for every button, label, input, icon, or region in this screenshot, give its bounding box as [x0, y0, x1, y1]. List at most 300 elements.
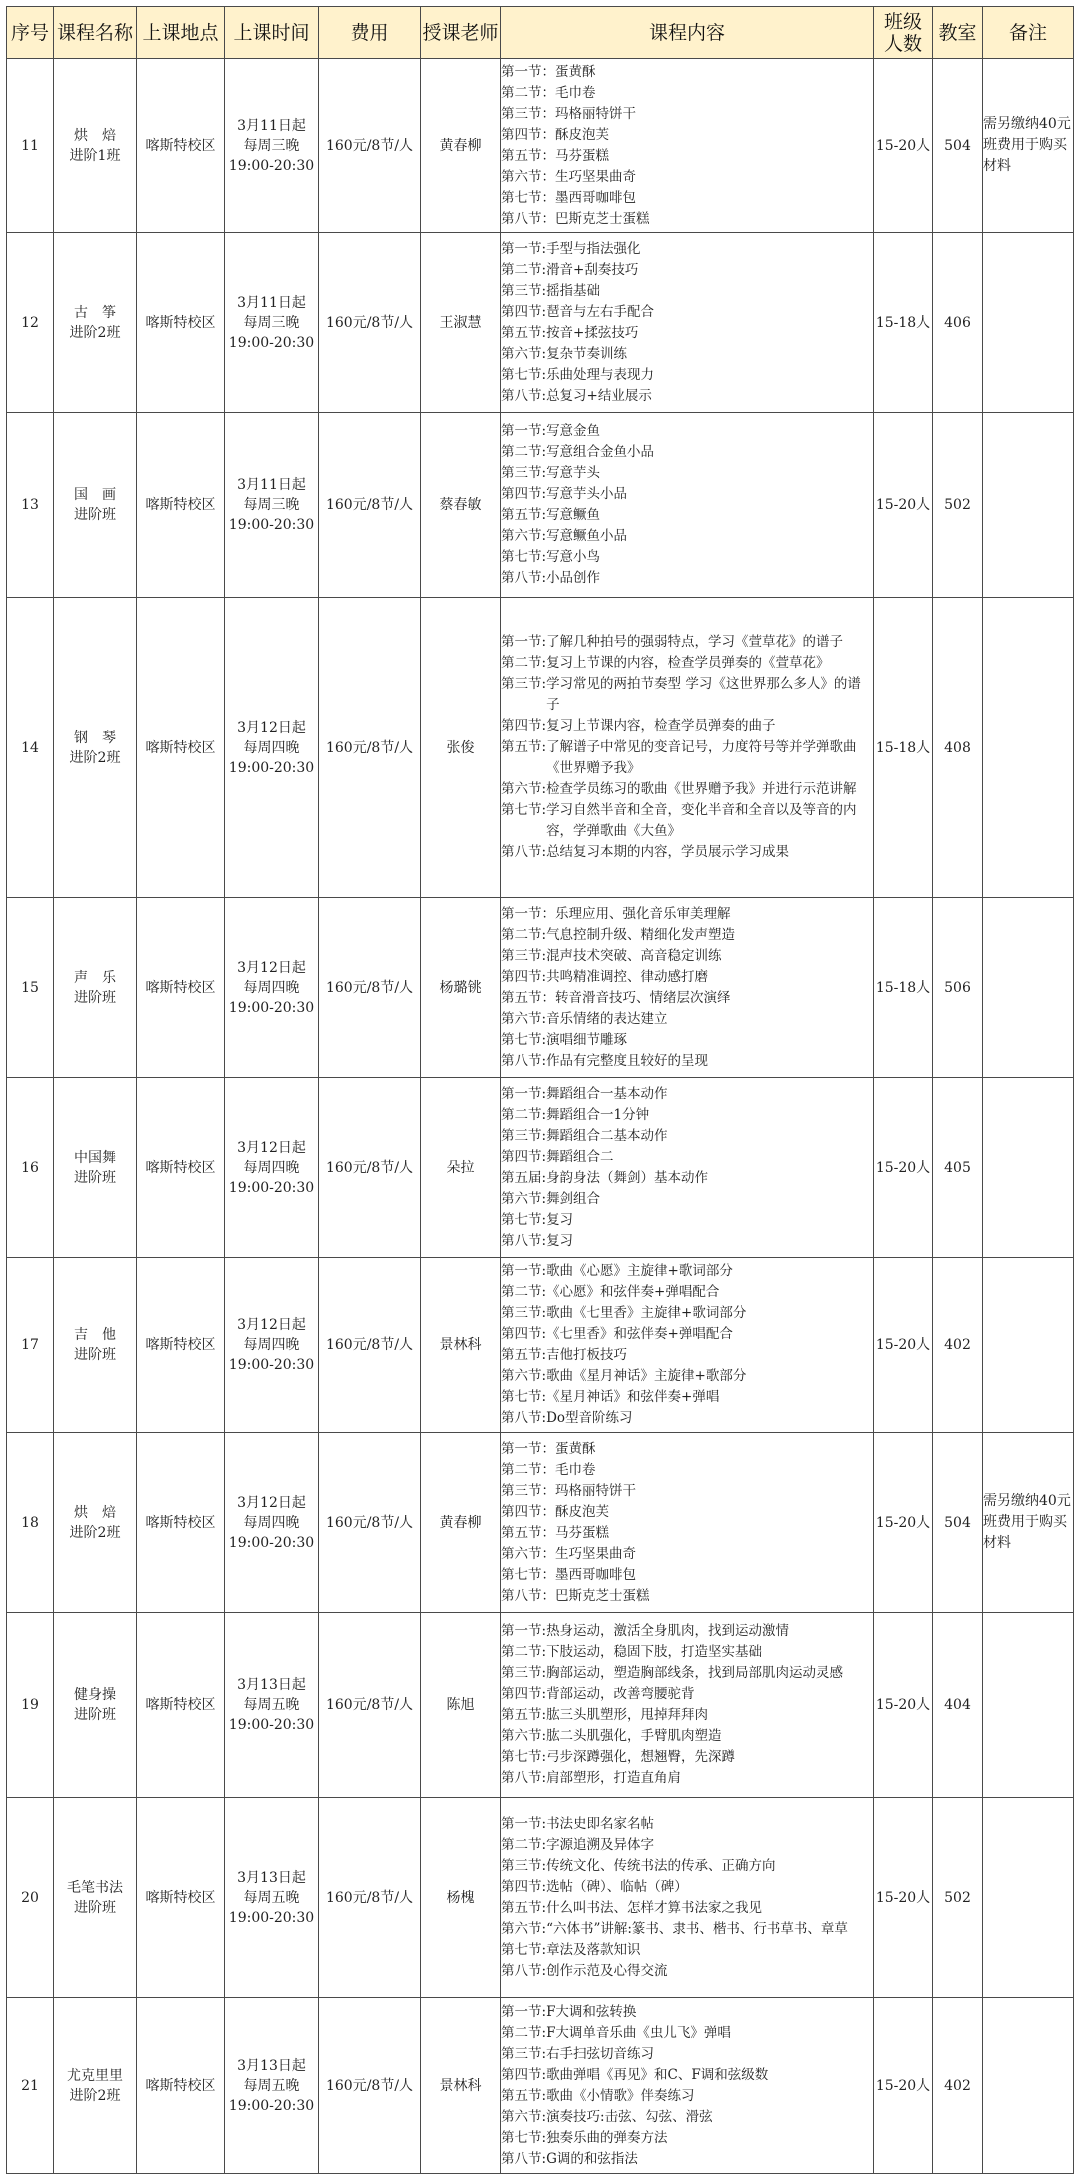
cell-room: 402 [933, 1258, 983, 1433]
lesson-text: 乐曲处理与表现力 [546, 366, 655, 383]
cell-fee: 160元/8节/人 [319, 1433, 421, 1613]
lesson-item [501, 463, 873, 484]
cell-fee: 160元/8节/人 [319, 1998, 421, 2174]
cell-teacher: 黄春柳 [421, 59, 501, 233]
lesson-label: 第二节: [501, 1284, 547, 1300]
cell-no: 14 [7, 598, 54, 898]
header-course: 课程名称 [54, 7, 137, 59]
lesson-text: 酥皮泡芙 [555, 1503, 609, 1520]
cell-teacher: 景林科 [421, 1258, 501, 1433]
lesson-text: 字源追溯及异体字 [546, 1836, 655, 1853]
header-row [7, 7, 1074, 59]
lesson-item [501, 674, 873, 716]
cell-note [983, 1258, 1074, 1433]
cell-fee: 160元/8节/人 [319, 233, 421, 413]
lesson-label: 第五节: [501, 1347, 547, 1363]
lesson-item [501, 632, 873, 653]
lesson-label: 第六节： [501, 1545, 555, 1562]
cell-no: 20 [7, 1798, 54, 1998]
lesson-label: 第一节： [501, 63, 555, 80]
lesson-item [501, 1324, 873, 1345]
lesson-label: 第一节: [501, 423, 547, 439]
lesson-label: 第五节: [501, 2087, 547, 2104]
course-name-line2: 进阶班 [74, 1707, 116, 1723]
table-row [7, 59, 1074, 233]
lesson-label: 第二节: [501, 1644, 547, 1660]
time-weekday: 每周五晚 [243, 2077, 300, 2094]
lesson-label: 第六节: [501, 1190, 547, 1207]
cell-no: 16 [7, 1078, 54, 1258]
lesson-text: 吉他打板技巧 [546, 1347, 628, 1363]
lesson-text: 传统文化、传统书法的传承、正确方向 [546, 1857, 776, 1874]
cell-time [225, 233, 319, 413]
lesson-item [501, 281, 873, 302]
table-body [7, 59, 1074, 2174]
lesson-label: 第三节: [501, 2045, 547, 2062]
lesson-text: 写意鳜鱼小品 [546, 528, 628, 544]
lesson-text: 总结复习本期的内容，学员展示学习成果 [546, 844, 790, 860]
lesson-label: 第二节: [501, 261, 547, 278]
lesson-text: 作品有完整度且较好的呈现 [546, 1052, 709, 1069]
cell-room: 504 [933, 1433, 983, 1613]
cell-location: 喀斯特校区 [137, 413, 225, 598]
lesson-item [501, 1439, 873, 1460]
cell-content [501, 1613, 874, 1798]
lesson-text: 写意芋头小品 [546, 486, 628, 502]
course-name-line2: 进阶2班 [69, 1524, 121, 1541]
time-start: 3月11日起 [237, 294, 306, 311]
lesson-label: 第八节： [501, 210, 555, 227]
lesson-item [501, 260, 873, 281]
lesson-label: 第一节: [501, 240, 547, 257]
cell-size: 15-20人 [874, 1998, 933, 2174]
course-name-line2: 进阶2班 [69, 749, 121, 766]
lesson-text: 什么叫书法、怎样才算书法家之我见 [546, 1899, 763, 1916]
course-name-line2: 进阶班 [74, 1169, 116, 1186]
lesson-text: 写意芋头 [546, 465, 601, 481]
table-row [7, 1798, 1074, 1998]
lesson-item [501, 1051, 873, 1072]
lesson-label: 第一节: [501, 1623, 547, 1639]
lesson-label: 第三节： [501, 105, 555, 122]
cell-time [225, 1998, 319, 2174]
lesson-item [501, 2086, 873, 2107]
lesson-text: 乐理应用、强化音乐审美理解 [555, 905, 731, 922]
course-name-line1: 钢 琴 [74, 729, 116, 746]
lesson-text: 小品创作 [546, 570, 601, 586]
header-size [874, 7, 933, 59]
lesson-item [501, 1231, 873, 1252]
table-row [7, 1258, 1074, 1433]
lesson-text: 《七里香》和弦伴奏+弹唱配合 [546, 1326, 733, 1342]
lesson-label: 第五节: [501, 1899, 547, 1916]
lesson-text: 肩部塑形，打造直角肩 [546, 1770, 682, 1786]
lesson-item [501, 1502, 873, 1523]
table-row [7, 233, 1074, 413]
cell-note [983, 1078, 1074, 1258]
lesson-item [501, 1684, 873, 1705]
cell-room: 506 [933, 898, 983, 1078]
lesson-text: 按音+揉弦技巧 [546, 324, 639, 341]
cell-content [501, 1258, 874, 1433]
cell-no: 19 [7, 1613, 54, 1798]
lesson-item [501, 1768, 873, 1789]
lesson-item [501, 125, 873, 146]
course-name-line1: 健身操 [74, 1687, 116, 1703]
lesson-text: 手型与指法强化 [546, 240, 641, 257]
lesson-label: 第二节: [501, 444, 547, 460]
lesson-item [501, 1919, 873, 1940]
lesson-text: 复习上节课的内容，检查学员弹奏的《萱草花》 [546, 655, 830, 671]
lesson-label: 第二节： [501, 1461, 555, 1478]
lesson-item [501, 1168, 873, 1189]
lesson-label: 第四节: [501, 718, 547, 734]
header-teacher: 授课老师 [421, 7, 501, 59]
lesson-label: 第三节: [501, 1305, 547, 1321]
table-row [7, 1078, 1074, 1258]
cell-size: 15-20人 [874, 413, 933, 598]
time-weekday: 每周三晚 [243, 497, 300, 513]
header-fee: 费用 [319, 7, 421, 59]
cell-room: 404 [933, 1613, 983, 1798]
lesson-label: 第四节: [501, 1878, 547, 1895]
cell-course-name [54, 1798, 137, 1998]
cell-no: 11 [7, 59, 54, 233]
lesson-item [501, 2065, 873, 2086]
lesson-text: 音乐情绪的表达建立 [546, 1010, 668, 1027]
cell-location: 喀斯特校区 [137, 898, 225, 1078]
lesson-text: 身韵身法（舞剑）基本动作 [546, 1169, 709, 1186]
cell-size: 15-18人 [874, 233, 933, 413]
lesson-label: 第八节: [501, 2150, 547, 2167]
course-name-line1: 吉 他 [74, 1327, 116, 1343]
lesson-text: 蛋黄酥 [555, 63, 596, 80]
lesson-text: 肱二头肌强化，手臂肌肉塑造 [546, 1728, 722, 1744]
lesson-label: 第一节： [501, 1440, 555, 1457]
cell-content [501, 1798, 874, 1998]
lesson-item [501, 2023, 873, 2044]
cell-location: 喀斯特校区 [137, 598, 225, 898]
cell-fee: 160元/8节/人 [319, 1078, 421, 1258]
lesson-label: 第八节: [501, 387, 547, 404]
lesson-text: 滑音+刮奏技巧 [546, 261, 639, 278]
cell-course-name [54, 1258, 137, 1433]
course-name-line2: 进阶1班 [69, 147, 121, 164]
time-hours: 19:00-20:30 [228, 759, 315, 776]
course-name-line1: 国 画 [74, 487, 116, 503]
lesson-item [501, 1726, 873, 1747]
lesson-item [501, 1084, 873, 1105]
time-start: 3月13日起 [237, 2057, 306, 2074]
lesson-text: 生巧坚果曲奇 [555, 168, 636, 185]
lesson-label: 第六节: [501, 2108, 547, 2125]
cell-room: 502 [933, 1798, 983, 1998]
lesson-item [501, 526, 873, 547]
lesson-item [501, 1030, 873, 1051]
header-size-line2: 人数 [883, 32, 922, 55]
cell-time [225, 1433, 319, 1613]
course-name-line2: 进阶班 [74, 989, 116, 1006]
time-weekday: 每周三晚 [243, 137, 300, 154]
lesson-item [501, 2107, 873, 2128]
lesson-text: 背部运动，改善弯腰驼背 [546, 1686, 695, 1702]
cell-note [983, 898, 1074, 1078]
cell-no: 12 [7, 233, 54, 413]
lesson-item [501, 1523, 873, 1544]
lesson-text: 混声技术突破、高音稳定训练 [546, 947, 722, 964]
lesson-text: 蛋黄酥 [555, 1440, 596, 1457]
course-name-line1: 烘 焙 [74, 127, 116, 144]
course-name-line1: 中国舞 [74, 1149, 116, 1166]
lesson-item [501, 653, 873, 674]
lesson-label: 第一节： [501, 905, 555, 922]
course-name-line1: 烘 焙 [74, 1504, 116, 1521]
lesson-item [501, 1303, 873, 1324]
course-name-line2: 进阶班 [74, 1899, 116, 1916]
course-name-line2: 进阶2班 [69, 324, 121, 341]
lesson-label: 第七节: [501, 1749, 547, 1765]
cell-fee: 160元/8节/人 [319, 1258, 421, 1433]
lesson-label: 第五节: [501, 507, 547, 523]
lesson-label: 第五节： [501, 147, 555, 164]
time-hours: 19:00-20:30 [228, 2097, 315, 2114]
cell-room: 402 [933, 1998, 983, 2174]
cell-teacher: 陈旭 [421, 1613, 501, 1798]
lesson-label: 第三节: [501, 1665, 547, 1681]
cell-teacher: 王淑慧 [421, 233, 501, 413]
cell-location: 喀斯特校区 [137, 1258, 225, 1433]
lesson-text: 检查学员练习的歌曲《世界赠予我》并进行示范讲解 [546, 781, 857, 797]
lesson-item [501, 967, 873, 988]
lesson-item [501, 842, 873, 863]
lesson-item [501, 1835, 873, 1856]
lesson-text: 《心愿》和弦伴奏+弹唱配合 [546, 1284, 720, 1300]
time-start: 3月13日起 [237, 1677, 306, 1693]
cell-content [501, 1433, 874, 1613]
cell-content [501, 413, 874, 598]
lesson-text: 创作示范及心得交流 [546, 1962, 668, 1979]
cell-note [983, 1998, 1074, 2174]
cell-location: 喀斯特校区 [137, 1433, 225, 1613]
lesson-label: 第三节: [501, 282, 547, 299]
time-weekday: 每周五晚 [243, 1697, 300, 1713]
lesson-label: 第六节: [501, 781, 547, 797]
lesson-label: 第六节: [501, 1368, 547, 1384]
cell-fee: 160元/8节/人 [319, 898, 421, 1078]
lesson-item [501, 716, 873, 737]
lesson-text: 写意金鱼 [546, 423, 601, 439]
time-hours: 19:00-20:30 [228, 1357, 315, 1373]
lesson-item [501, 1460, 873, 1481]
lesson-text: 胸部运动，塑造胸部线条，找到局部肌肉运动灵感 [546, 1665, 844, 1681]
time-weekday: 每周三晚 [243, 314, 300, 331]
lesson-text: 墨西哥咖啡包 [555, 1566, 636, 1583]
time-hours: 19:00-20:30 [228, 1717, 315, 1733]
lesson-item [501, 302, 873, 323]
time-hours: 19:00-20:30 [228, 334, 315, 351]
table-row [7, 413, 1074, 598]
lesson-label: 第二节: [501, 1106, 547, 1123]
lesson-label: 第一节: [501, 634, 547, 650]
cell-course-name [54, 598, 137, 898]
lesson-text: Do型音阶练习 [546, 1410, 633, 1426]
cell-content [501, 898, 874, 1078]
header-note: 备注 [983, 7, 1074, 59]
cell-time [225, 1613, 319, 1798]
cell-course-name [54, 898, 137, 1078]
cell-teacher: 蔡春敏 [421, 413, 501, 598]
time-weekday: 每周四晚 [243, 1337, 300, 1353]
lesson-text: 墨西哥咖啡包 [555, 189, 636, 206]
cell-course-name [54, 233, 137, 413]
lesson-item [501, 1663, 873, 1684]
lesson-item [501, 1261, 873, 1282]
lesson-label: 第四节: [501, 2066, 547, 2083]
header-time: 上课时间 [225, 7, 319, 59]
lesson-text: 马芬蛋糕 [555, 147, 609, 164]
cell-note: 需另缴纳40元班费用于购买材料 [983, 1433, 1074, 1613]
lesson-label: 第二节: [501, 926, 547, 943]
course-name-line1: 声 乐 [74, 969, 116, 986]
cell-note [983, 1613, 1074, 1798]
cell-note: 需另缴纳40元班费用于购买材料 [983, 59, 1074, 233]
lesson-label: 第四节： [501, 126, 555, 143]
cell-size: 15-20人 [874, 1798, 933, 1998]
course-name-line1: 古 筝 [74, 304, 116, 321]
lesson-item [501, 1210, 873, 1231]
lesson-label: 第四节: [501, 1686, 547, 1702]
lesson-text: 玛格丽特饼干 [555, 105, 636, 122]
course-name-line1: 尤克里里 [67, 2067, 123, 2084]
lesson-label: 第三节: [501, 676, 547, 692]
lesson-label: 第五节： [501, 989, 555, 1006]
time-start: 3月13日起 [237, 1869, 306, 1886]
lesson-item [501, 1961, 873, 1982]
lesson-text: 歌曲《星月神话》主旋律+歌部分 [546, 1368, 747, 1384]
lesson-item [501, 1642, 873, 1663]
lesson-label: 第二节: [501, 655, 547, 671]
cell-teacher: 张俊 [421, 598, 501, 898]
lesson-text: 复习 [546, 1211, 574, 1228]
lesson-text: 书法史即名家名帖 [546, 1815, 655, 1832]
cell-room: 406 [933, 233, 983, 413]
cell-course-name [54, 1078, 137, 1258]
lesson-text: 玛格丽特饼干 [555, 1482, 636, 1499]
lesson-text: 巴斯克芝士蛋糕 [555, 1587, 650, 1604]
lesson-item [501, 421, 873, 442]
cell-time [225, 1078, 319, 1258]
lesson-item [501, 188, 873, 209]
header-content: 课程内容 [501, 7, 874, 59]
time-start: 3月12日起 [237, 1317, 306, 1333]
cell-room: 504 [933, 59, 983, 233]
cell-course-name [54, 59, 137, 233]
lesson-item [501, 1387, 873, 1408]
lesson-item [501, 1147, 873, 1168]
cell-location: 喀斯特校区 [137, 1613, 225, 1798]
lesson-text: “六体书”讲解:篆书、隶书、楷书、行书草书、章草 [546, 1920, 848, 1937]
header-room: 教室 [933, 7, 983, 59]
lesson-item [501, 323, 873, 344]
lesson-text: 学习常见的两拍节奏型 学习《这世界那么多人》的谱子 [546, 676, 861, 713]
time-weekday: 每周四晚 [243, 979, 300, 996]
lesson-label: 第四节: [501, 303, 547, 320]
lesson-label: 第三节: [501, 1127, 547, 1144]
lesson-item [501, 1898, 873, 1919]
header-location: 上课地点 [137, 7, 225, 59]
lesson-label: 第三节： [501, 1482, 555, 1499]
time-weekday: 每周四晚 [243, 739, 300, 756]
cell-room: 408 [933, 598, 983, 898]
lesson-text: 歌曲《七里香》主旋律+歌词部分 [546, 1305, 747, 1321]
lesson-label: 第八节: [501, 1410, 547, 1426]
lesson-text: 演奏技巧:击弦、勾弦、滑弦 [546, 2108, 713, 2125]
lesson-label: 第七节： [501, 189, 555, 206]
lesson-label: 第七节: [501, 2129, 547, 2146]
header-size-line1: 班级 [883, 10, 922, 33]
lesson-item [501, 1621, 873, 1642]
cell-fee: 160元/8节/人 [319, 1613, 421, 1798]
cell-time [225, 59, 319, 233]
lesson-label: 第七节： [501, 1566, 555, 1583]
cell-course-name [54, 1433, 137, 1613]
lesson-text: 摇指基础 [546, 282, 601, 299]
cell-content [501, 598, 874, 898]
cell-fee: 160元/8节/人 [319, 59, 421, 233]
cell-content [501, 1078, 874, 1258]
cell-location: 喀斯特校区 [137, 1798, 225, 1998]
cell-location: 喀斯特校区 [137, 1078, 225, 1258]
lesson-text: 歌曲《心愿》主旋律+歌词部分 [546, 1263, 733, 1279]
cell-fee: 160元/8节/人 [319, 413, 421, 598]
lesson-item [501, 1586, 873, 1607]
lesson-text: G调的和弦指法 [546, 2150, 638, 2167]
lesson-item [501, 925, 873, 946]
lesson-item [501, 800, 873, 842]
cell-time [225, 1798, 319, 1998]
table-row [7, 1433, 1074, 1613]
table-row [7, 1998, 1074, 2174]
lesson-label: 第四节: [501, 486, 547, 502]
lesson-label: 第一节: [501, 1085, 547, 1102]
cell-location: 喀斯特校区 [137, 59, 225, 233]
lesson-item [501, 1189, 873, 1210]
lesson-text: 马芬蛋糕 [555, 1524, 609, 1541]
lesson-label: 第二节: [501, 1836, 547, 1853]
lesson-item [501, 1747, 873, 1768]
lesson-label: 第七节: [501, 366, 547, 383]
lesson-item [501, 1366, 873, 1387]
time-start: 3月12日起 [237, 1139, 306, 1156]
lesson-item [501, 779, 873, 800]
lesson-text: 热身运动，激活全身肌肉，找到运动激情 [546, 1623, 790, 1639]
cell-room: 502 [933, 413, 983, 598]
lesson-text: 复杂节奏训练 [546, 345, 628, 362]
lesson-item [501, 484, 873, 505]
cell-room: 405 [933, 1078, 983, 1258]
lesson-text: 琶音与左右手配合 [546, 303, 655, 320]
lesson-label: 第八节: [501, 1962, 547, 1979]
cell-fee: 160元/8节/人 [319, 1798, 421, 1998]
lesson-label: 第二节: [501, 2024, 547, 2041]
lesson-label: 第八节: [501, 1770, 547, 1786]
cell-size: 15-18人 [874, 898, 933, 1078]
lesson-text: 章法及落款知识 [546, 1941, 641, 1958]
cell-note [983, 1798, 1074, 1998]
lesson-label: 第七节: [501, 1389, 547, 1405]
lesson-label: 第六节: [501, 1728, 547, 1744]
cell-no: 18 [7, 1433, 54, 1613]
